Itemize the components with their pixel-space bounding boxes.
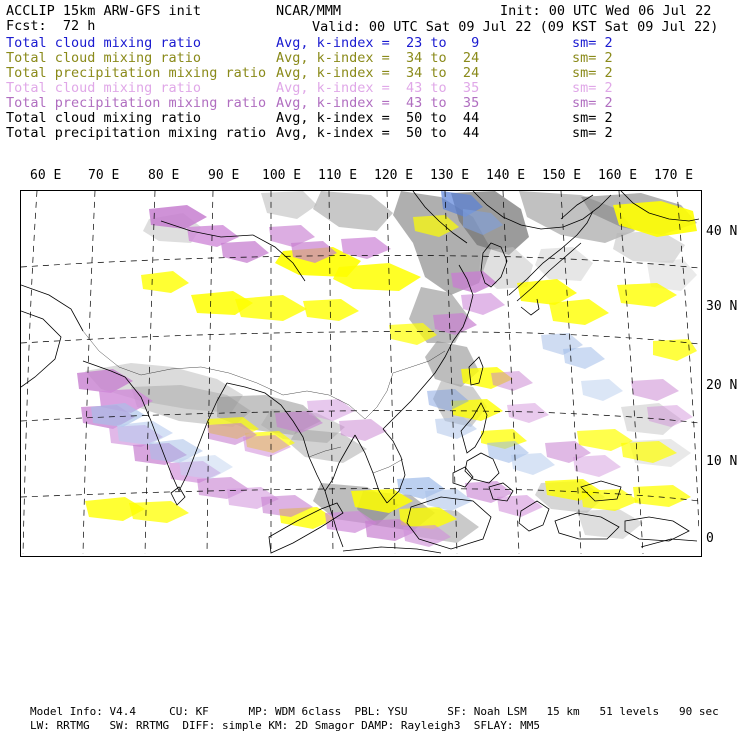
field-name-2: Total precipitation mixing ratio [6, 65, 267, 81]
field-sm-3: sm= 2 [572, 80, 613, 96]
lon-tick-150E: 150 E [542, 168, 582, 183]
field-name-4: Total precipitation mixing ratio [6, 95, 267, 111]
field-stat-2: Avg, k-index = 34 to 24 [276, 65, 480, 81]
field-name-6: Total precipitation mixing ratio [6, 125, 267, 141]
plot-header [0, 0, 740, 148]
lon-tick-130E: 130 E [430, 168, 470, 183]
lon-tick-140E: 140 E [486, 168, 526, 183]
field-stat-4: Avg, k-index = 43 to 35 [276, 95, 480, 111]
lon-tick-170E: 170 E [654, 168, 694, 183]
model-title: ACCLIP 15km ARW-GFS init [6, 3, 202, 19]
lon-tick-110E: 110 E [318, 168, 358, 183]
lon-tick-120E: 120 E [374, 168, 414, 183]
model-info-line-1: Model Info: V4.4 CU: KF MP: WDM 6class PBL: YSU SF: Noah LSM 15 km 51 levels 90 sec [30, 705, 719, 718]
field-sm-5: sm= 2 [572, 110, 613, 126]
field-name-5: Total cloud mixing ratio [6, 110, 202, 126]
valid-label: Valid: 00 UTC Sat 09 Jul 22 (09 KST Sat 09 Jul 22) [312, 19, 719, 35]
lon-tick-70E: 70 E [88, 168, 120, 183]
field-name-1: Total cloud mixing ratio [6, 50, 202, 66]
field-stat-5: Avg, k-index = 50 to 44 [276, 110, 480, 126]
init-label: Init: 00 UTC Wed 06 Jul 22 [500, 3, 712, 19]
lon-tick-60E: 60 E [30, 168, 62, 183]
map-plot-area[interactable] [20, 190, 702, 557]
model-info-line-2: LW: RRTMG SW: RRTMG DIFF: simple KM: 2D Smagor DAMP: Rayleigh3 SFLAY: MM5 [30, 719, 540, 732]
fcst-label: Fcst: 72 h [6, 18, 96, 34]
field-name-0: Total cloud mixing ratio [6, 35, 202, 51]
field-stat-3: Avg, k-index = 43 to 35 [276, 80, 480, 96]
map-panel [0, 160, 740, 600]
lon-tick-160E: 160 E [598, 168, 638, 183]
lat-tick-40N: 40 N [706, 224, 738, 239]
lat-tick-0: 0 [706, 531, 714, 546]
field-stat-0: Avg, k-index = 23 to 9 [276, 35, 480, 51]
lon-tick-80E: 80 E [148, 168, 180, 183]
map-graphic [21, 191, 699, 554]
lat-tick-10N: 10 N [706, 454, 738, 469]
field-stat-1: Avg, k-index = 34 to 24 [276, 50, 480, 66]
field-stat-6: Avg, k-index = 50 to 44 [276, 125, 480, 141]
field-sm-0: sm= 2 [572, 35, 613, 51]
lat-tick-30N: 30 N [706, 299, 738, 314]
center-label: NCAR/MMM [276, 3, 342, 19]
lon-tick-100E: 100 E [262, 168, 302, 183]
lat-tick-20N: 20 N [706, 378, 738, 393]
model-info-footer [0, 705, 740, 744]
field-sm-4: sm= 2 [572, 95, 613, 111]
field-name-3: Total cloud mixing ratio [6, 80, 202, 96]
field-sm-2: sm= 2 [572, 65, 613, 81]
field-sm-6: sm= 2 [572, 125, 613, 141]
field-sm-1: sm= 2 [572, 50, 613, 66]
lon-tick-90E: 90 E [208, 168, 240, 183]
